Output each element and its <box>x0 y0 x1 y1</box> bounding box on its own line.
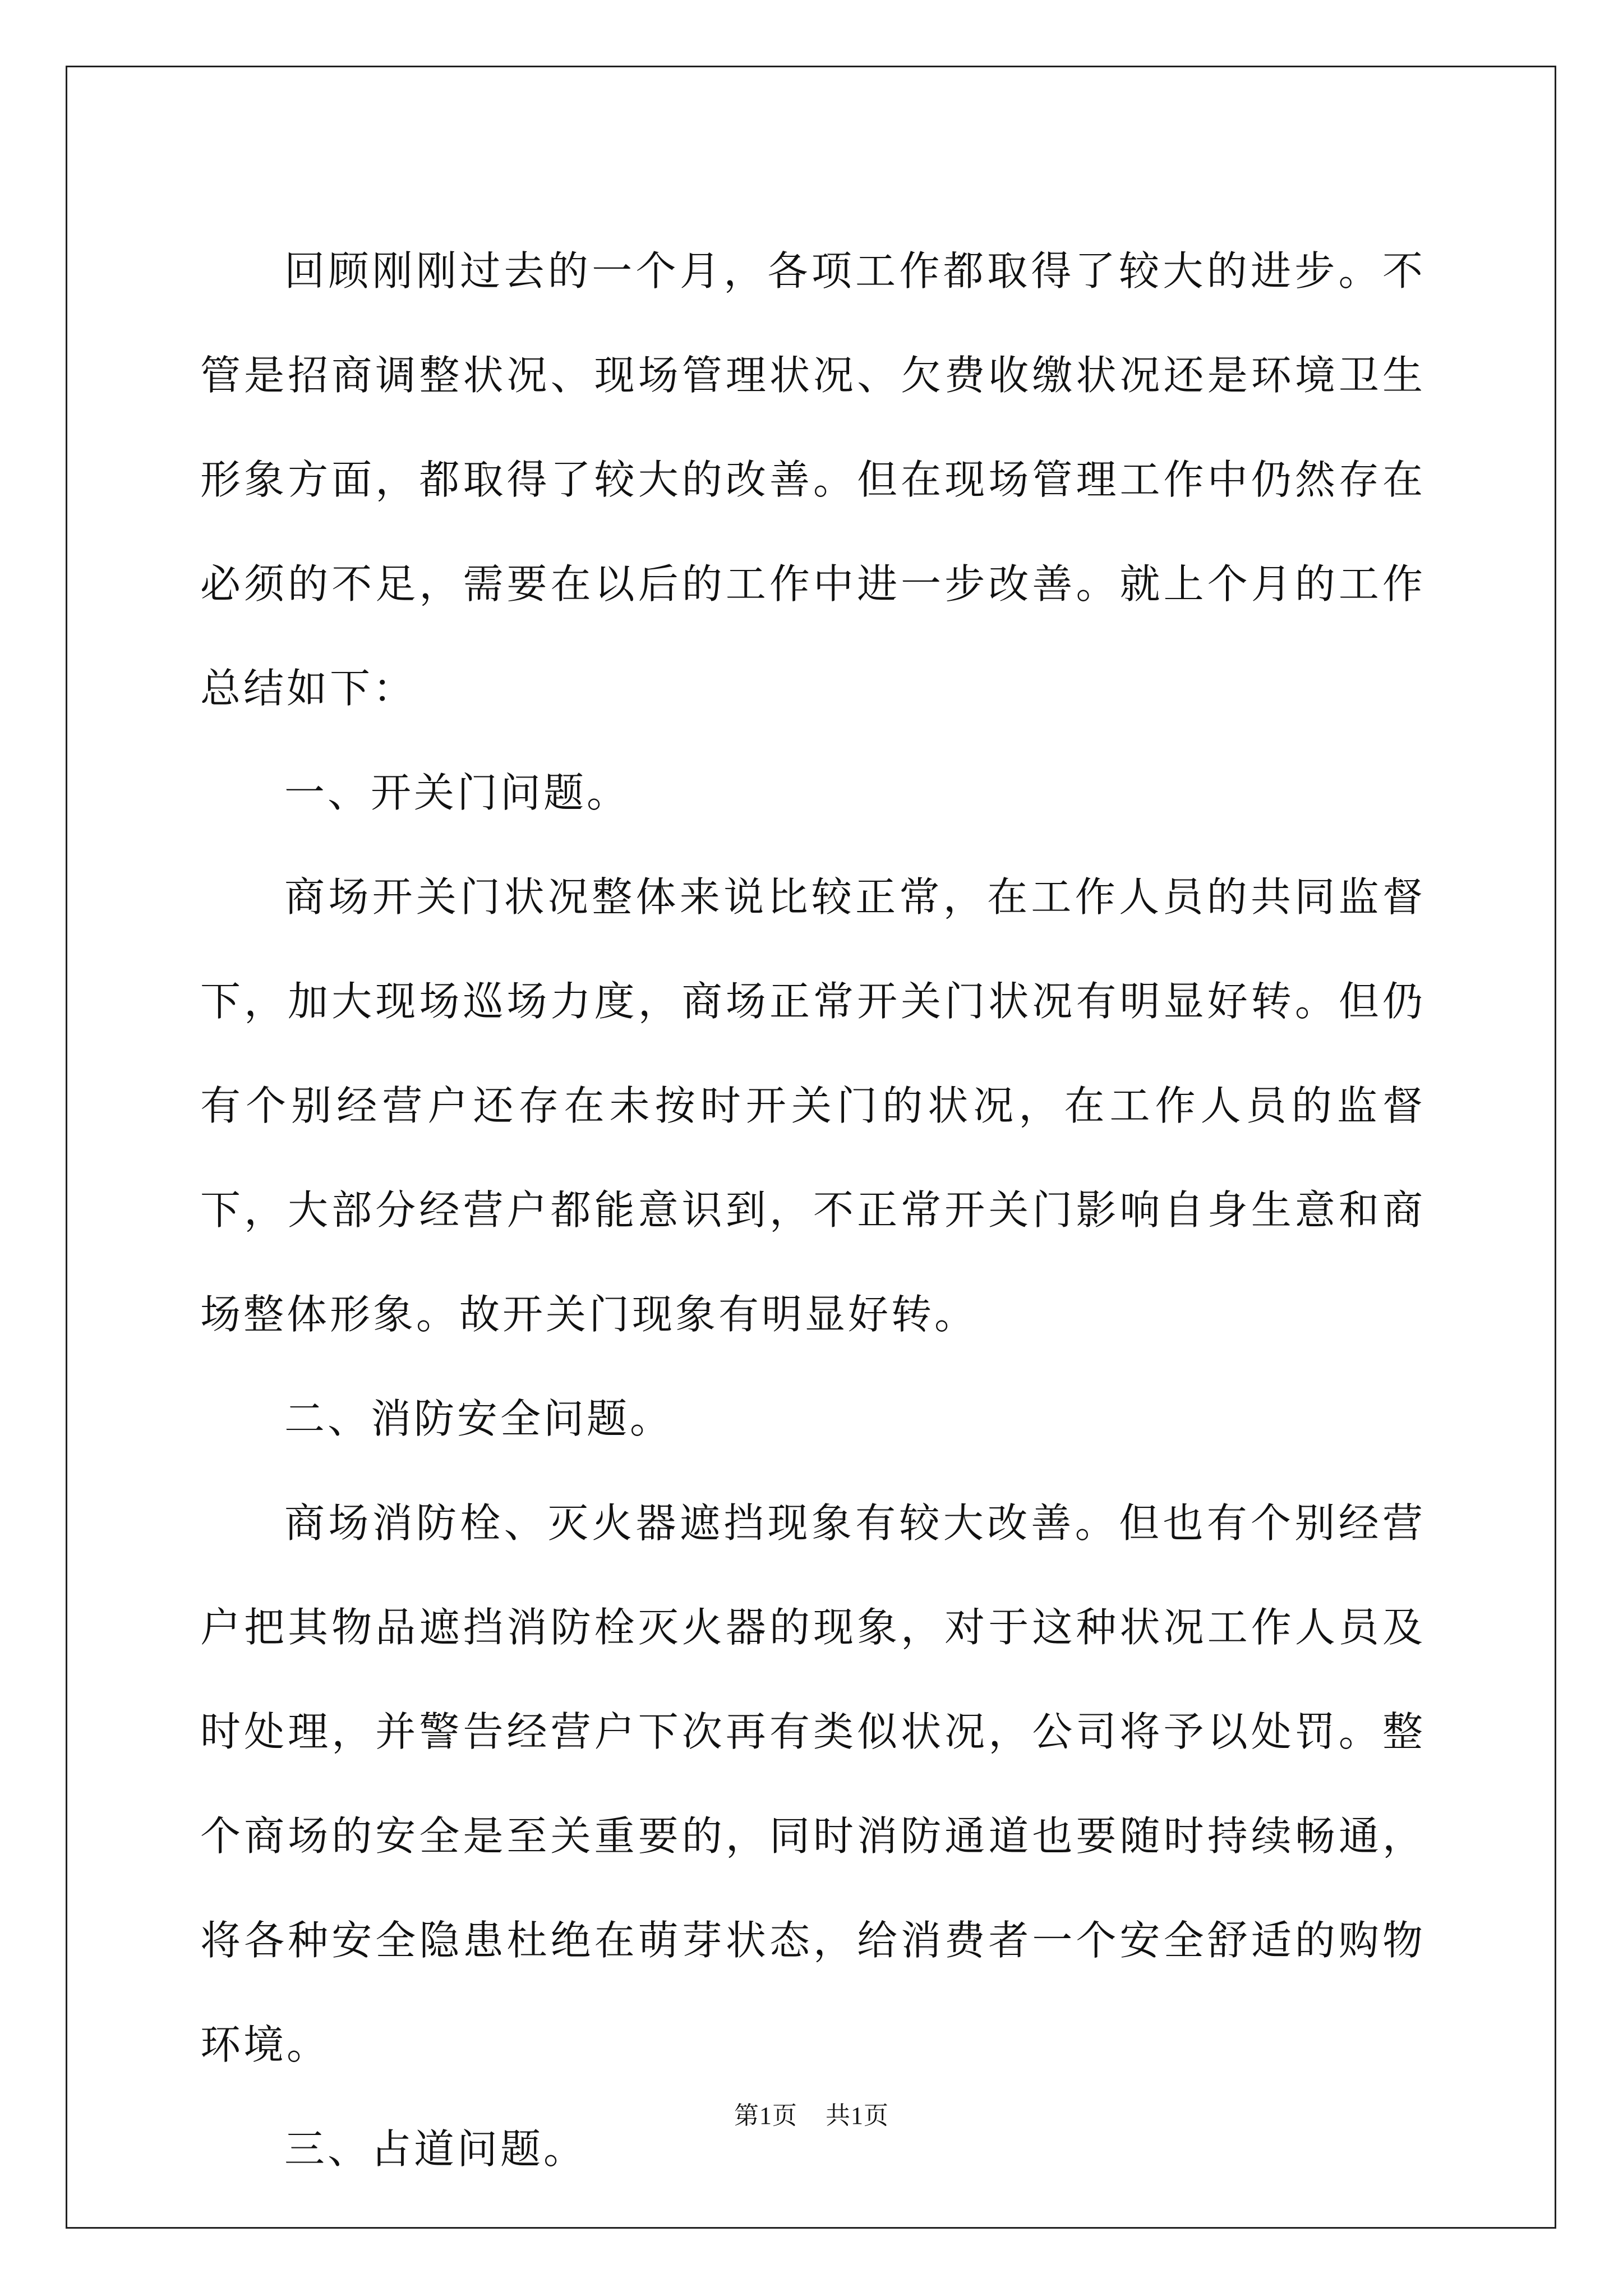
page-number: 第1页 <box>734 2102 797 2129</box>
section-heading-doors: 一、开关门问题。 <box>284 769 630 816</box>
section-heading-fire-safety: 二、消防安全问题。 <box>284 1395 674 1442</box>
section-heading-occupancy: 三、占道问题。 <box>284 2125 587 2173</box>
fire-safety-paragraph: 商场消防栓、灭火器遮挡现象有较大改善。但也有个别经营户把其物品遮挡消防栓灭火器的现象，对于这种状况工作人员及时处理，并警告经营户下次再有类似状况，公司将予以处罚。整个商场的安全是至关重要的，同时消防通道也要随时持续畅通，将各种安全隐患杜绝在萌芽状态，给消费者一个安全舒适的购物环境。 <box>200 1499 1426 2068</box>
page-total: 共1页 <box>826 2102 889 2129</box>
document-body <box>200 219 1426 2201</box>
doors-paragraph: 商场开关门状况整体来说比较正常，在工作人员的共同监督下，加大现场巡场力度，商场正常开关门状况有明显好转。但仍有个别经营户还存在未按时开关门的状况，在工作人员的监督下，大部分经营户都能意识到，不正常开关门影响自身生意和商场整体形象。故开关门现象有明显好转。 <box>200 873 1426 1338</box>
intro-paragraph: 回顾刚刚过去的一个月，各项工作都取得了较大的进步。不管是招商调整状况、现场管理状况、欠费收缴状况还是环境卫生形象方面，都取得了较大的改善。但在现场管理工作中仍然存在必须的不足，需要在以后的工作中进一步改善。就上个月的工作总结如下： <box>200 247 1426 712</box>
page-footer <box>0 2095 1623 2131</box>
